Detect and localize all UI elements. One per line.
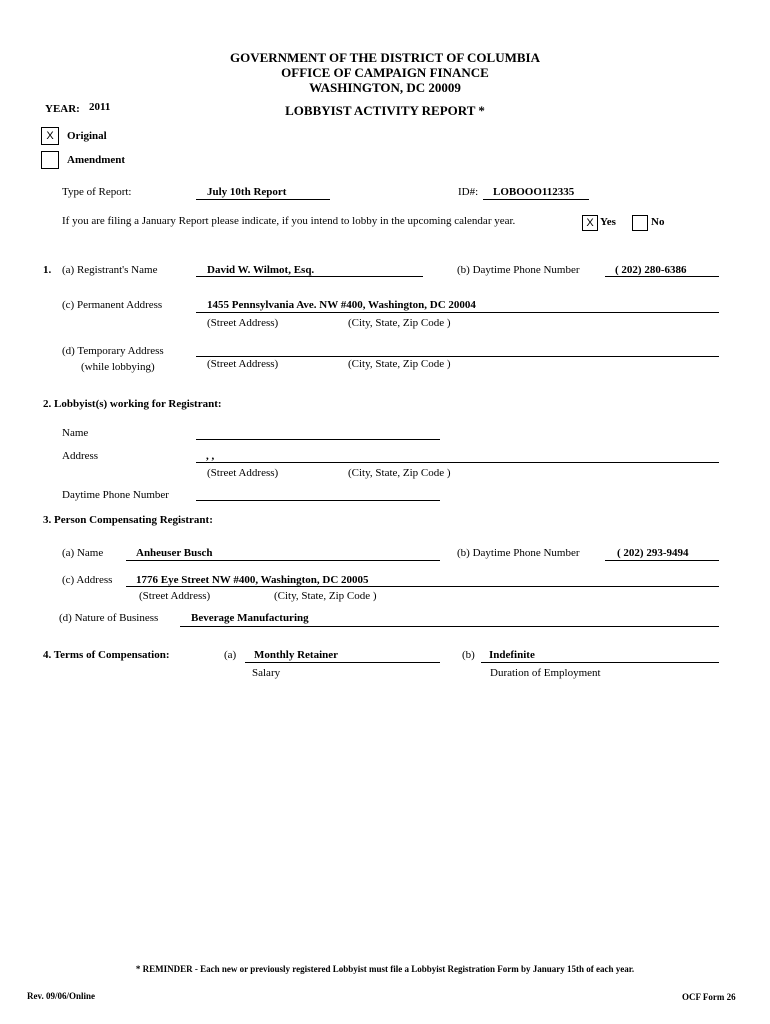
lobbyist-address-label: Address <box>62 450 99 462</box>
lobbyist-phone-label: Daytime Phone Number <box>62 489 169 501</box>
compensator-phone-underline <box>605 560 719 561</box>
january-question: If you are filing a January Report please indicate, if you intend to lobby in the upcoming calendar year. <box>62 215 516 227</box>
compensation-a-value[interactable]: Monthly Retainer <box>254 649 339 661</box>
compensator-name-value[interactable]: Anheuser Busch <box>136 547 213 559</box>
section1-number: 1. <box>43 264 52 276</box>
type-of-report-label: Type of Report: <box>62 186 132 198</box>
no-label: No <box>651 216 665 228</box>
compensation-a-caption: Salary <box>252 667 281 679</box>
id-underline <box>483 199 589 200</box>
compensator-address-underline <box>126 586 719 587</box>
no-checkbox[interactable] <box>632 215 648 231</box>
permanent-address-value[interactable]: 1455 Pennsylvania Ave. NW #400, Washington, DC 20004 <box>207 299 476 311</box>
type-of-report-underline <box>196 199 330 200</box>
year-label: YEAR: <box>45 103 80 115</box>
lobbyist-address-underline <box>196 462 719 463</box>
revision-label: Rev. 09/06/Online <box>27 991 96 1001</box>
compensator-name-underline <box>126 560 440 561</box>
yes-label: Yes <box>600 216 616 228</box>
amendment-label: Amendment <box>67 154 126 166</box>
compensator-city-caption: (City, State, Zip Code ) <box>274 590 377 602</box>
registrant-name-value[interactable]: David W. Wilmot, Esq. <box>207 264 315 276</box>
original-label: Original <box>67 130 107 142</box>
temporary-address-underline <box>196 356 719 357</box>
lobbyist-name-underline <box>196 439 440 440</box>
permanent-address-underline <box>196 312 719 313</box>
temporary-city-caption: (City, State, Zip Code ) <box>348 358 451 370</box>
permanent-city-caption: (City, State, Zip Code ) <box>348 317 451 329</box>
agency-title: GOVERNMENT OF THE DISTRICT OF COLUMBIA <box>229 50 540 65</box>
office-title: OFFICE OF CAMPAIGN FINANCE <box>281 65 489 80</box>
compensator-name-label: (a) Name <box>62 547 104 559</box>
year-value: 2011 <box>89 101 111 113</box>
lobbyist-city-caption: (City, State, Zip Code ) <box>348 467 451 479</box>
compensator-street-caption: (Street Address) <box>139 590 211 602</box>
compensator-address-value[interactable]: 1776 Eye Street NW #400, Washington, DC 20005 <box>136 574 369 586</box>
lobbyist-street-caption: (Street Address) <box>207 467 279 479</box>
compensation-b-underline <box>481 662 719 663</box>
temporary-street-caption: (Street Address) <box>207 358 279 370</box>
lobbyist-name-label: Name <box>62 427 89 439</box>
permanent-street-caption: (Street Address) <box>207 317 279 329</box>
compensation-b-value[interactable]: Indefinite <box>489 649 535 661</box>
permanent-address-label: (c) Permanent Address <box>62 299 163 311</box>
section2-title: 2. Lobbyist(s) working for Registrant: <box>43 398 222 410</box>
business-value[interactable]: Beverage Manufacturing <box>191 612 309 624</box>
form-id: OCF Form 26 <box>682 992 736 1002</box>
compensation-b-label: (b) <box>462 649 475 661</box>
yes-checkbox[interactable]: X <box>582 215 598 231</box>
compensation-a-label: (a) <box>224 649 237 661</box>
compensator-phone-value[interactable]: ( 202) 293-9494 <box>617 547 689 559</box>
section3-title: 3. Person Compensating Registrant: <box>43 514 213 526</box>
report-title: LOBBYIST ACTIVITY REPORT * <box>285 103 485 118</box>
registrant-name-underline <box>196 276 423 277</box>
compensation-a-underline <box>245 662 440 663</box>
temporary-address-label: (d) Temporary Address <box>62 345 164 357</box>
reminder-note: * REMINDER - Each new or previously registered Lobbyist must file a Lobbyist Registration Form by January 15th of each year. <box>135 964 635 974</box>
registrant-phone-underline <box>605 276 719 277</box>
registrant-phone-label: (b) Daytime Phone Number <box>457 264 580 276</box>
lobbyist-phone-underline <box>196 500 440 501</box>
compensator-address-label: (c) Address <box>62 574 113 586</box>
registrant-phone-value[interactable]: ( 202) 280-6386 <box>615 264 687 276</box>
temporary-address-sub: (while lobbying) <box>81 361 155 373</box>
id-value[interactable]: LOBOOO112335 <box>493 186 575 198</box>
office-address: WASHINGTON, DC 20009 <box>309 80 461 95</box>
type-of-report-value[interactable]: July 10th Report <box>207 186 287 198</box>
section4-title: 4. Terms of Compensation: <box>43 649 170 661</box>
business-underline <box>180 626 719 627</box>
lobbyist-address-value[interactable]: , , <box>206 450 215 462</box>
amendment-checkbox[interactable] <box>41 151 59 169</box>
compensator-phone-label: (b) Daytime Phone Number <box>457 547 580 559</box>
original-checkbox[interactable]: X <box>41 127 59 145</box>
business-label: (d) Nature of Business <box>59 612 159 624</box>
registrant-name-label: (a) Registrant's Name <box>62 264 158 276</box>
compensation-b-caption: Duration of Employment <box>490 667 601 679</box>
id-label: ID#: <box>458 186 479 198</box>
